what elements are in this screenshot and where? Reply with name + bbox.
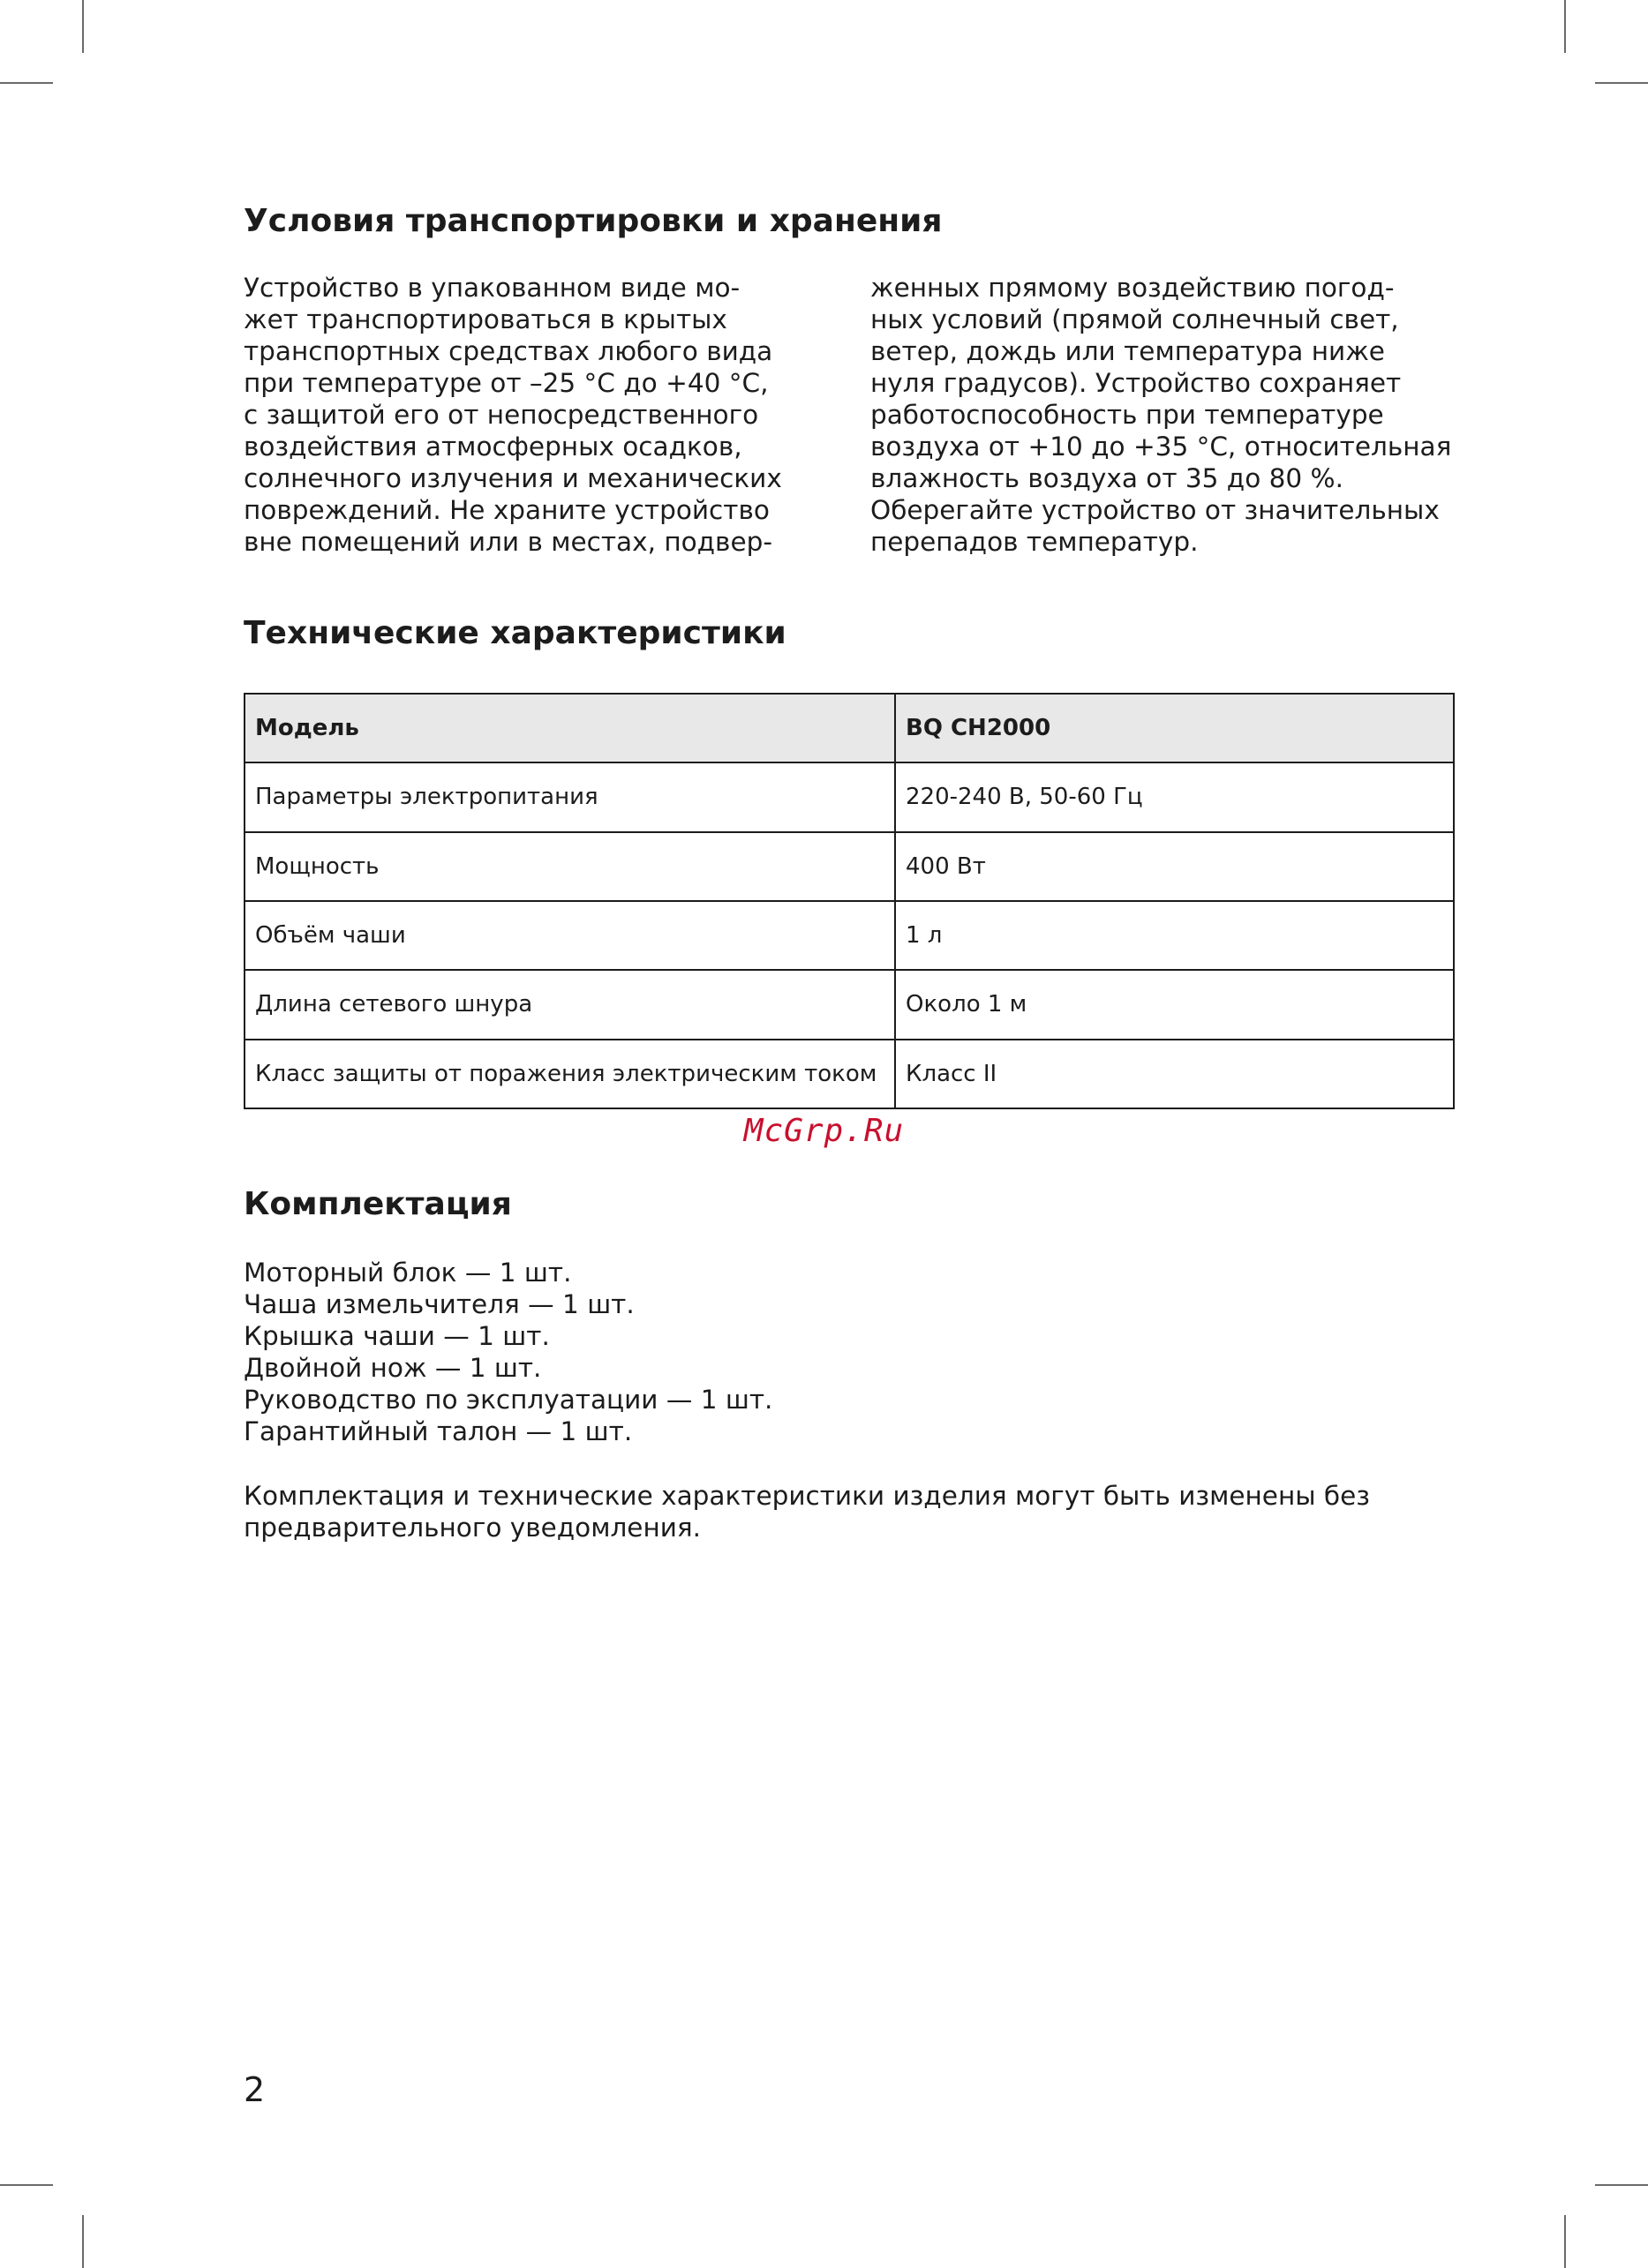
spec-value: 400 Вт xyxy=(895,832,1454,901)
list-item: Двойной нож — 1 шт. xyxy=(244,1353,542,1383)
crop-mark xyxy=(0,2184,53,2186)
text-line: ветер, дождь или температура ниже xyxy=(870,336,1385,366)
text-line: солнечного излучения и механических xyxy=(244,463,782,493)
contents-heading: Комплектация xyxy=(244,1186,512,1222)
text-line: предварительного уведомления. xyxy=(244,1513,702,1543)
text-line: нуля градусов). Устройство сохраняет xyxy=(870,368,1402,398)
text-line: повреждений. Не храните устройство xyxy=(244,495,770,525)
transport-text-left xyxy=(244,272,862,558)
spec-value: 220-240 В, 50-60 Гц xyxy=(895,762,1454,831)
text-line: при температуре от –25 °С до +40 °С, xyxy=(244,368,769,398)
text-line: работоспособность при температуре xyxy=(870,400,1384,430)
table-row xyxy=(245,1040,1454,1108)
text-line: воздуха от +10 до +35 °С, относительная xyxy=(870,432,1452,462)
specs-table xyxy=(244,693,1455,1109)
spec-value: BQ CH2000 xyxy=(895,694,1454,762)
crop-mark xyxy=(82,2215,84,2268)
text-line: воздействия атмосферных осадков, xyxy=(244,432,742,462)
text-line: влажность воздуха от 35 до 80 %. xyxy=(870,463,1343,493)
spec-label: Мощность xyxy=(245,832,895,901)
text-line: с защитой его от непосредственного xyxy=(244,400,759,430)
list-item: Руководство по эксплуатации — 1 шт. xyxy=(244,1385,773,1415)
text-line: транспортных средствах любого вида xyxy=(244,336,773,366)
spec-label: Класс защиты от поражения электрическим током xyxy=(245,1040,895,1108)
text-line: Оберегайте устройство от значительных xyxy=(870,495,1440,525)
list-item: Крышка чаши — 1 шт. xyxy=(244,1321,550,1351)
text-line: жет транспортироваться в крытых xyxy=(244,304,727,334)
table-row xyxy=(245,832,1454,901)
spec-label: Длина сетевого шнура xyxy=(245,970,895,1039)
contents-list xyxy=(244,1257,772,1447)
table-row xyxy=(245,694,1454,762)
text-line: вне помещений или в местах, подвер- xyxy=(244,527,772,557)
page-number: 2 xyxy=(244,2070,266,2109)
list-item: Гарантийный талон — 1 шт. xyxy=(244,1416,633,1446)
crop-mark xyxy=(1595,2184,1648,2186)
spec-value: 1 л xyxy=(895,901,1454,970)
text-line: ных условий (прямой солнечный свет, xyxy=(870,304,1399,334)
crop-mark xyxy=(1564,0,1566,53)
spec-value: Около 1 м xyxy=(895,970,1454,1039)
crop-mark xyxy=(82,0,84,53)
text-line: Устройство в упакованном виде мо- xyxy=(244,273,741,303)
crop-mark xyxy=(0,82,53,84)
table-row xyxy=(245,762,1454,831)
crop-mark xyxy=(1564,2215,1566,2268)
spec-label: Параметры электропитания xyxy=(245,762,895,831)
spec-label: Объём чаши xyxy=(245,901,895,970)
transport-text-right xyxy=(870,272,1488,558)
list-item: Моторный блок — 1 шт. xyxy=(244,1258,572,1288)
text-line: женных прямому воздействию погод- xyxy=(870,273,1395,303)
spec-label: Модель xyxy=(245,694,895,762)
watermark-text: McGrp.Ru xyxy=(743,1113,905,1149)
transport-heading: Условия транспортировки и хранения xyxy=(244,203,943,239)
spec-value: Класс II xyxy=(895,1040,1454,1108)
specs-heading: Технические характеристики xyxy=(244,615,786,651)
crop-mark xyxy=(1595,82,1648,84)
text-line: Комплектация и технические характеристики изделия могут быть изменены без xyxy=(244,1481,1370,1511)
text-line: перепадов температур. xyxy=(870,527,1199,557)
list-item: Чаша измельчителя — 1 шт. xyxy=(244,1289,635,1319)
disclaimer-note xyxy=(244,1480,1497,1543)
table-row xyxy=(245,901,1454,970)
table-row xyxy=(245,970,1454,1039)
